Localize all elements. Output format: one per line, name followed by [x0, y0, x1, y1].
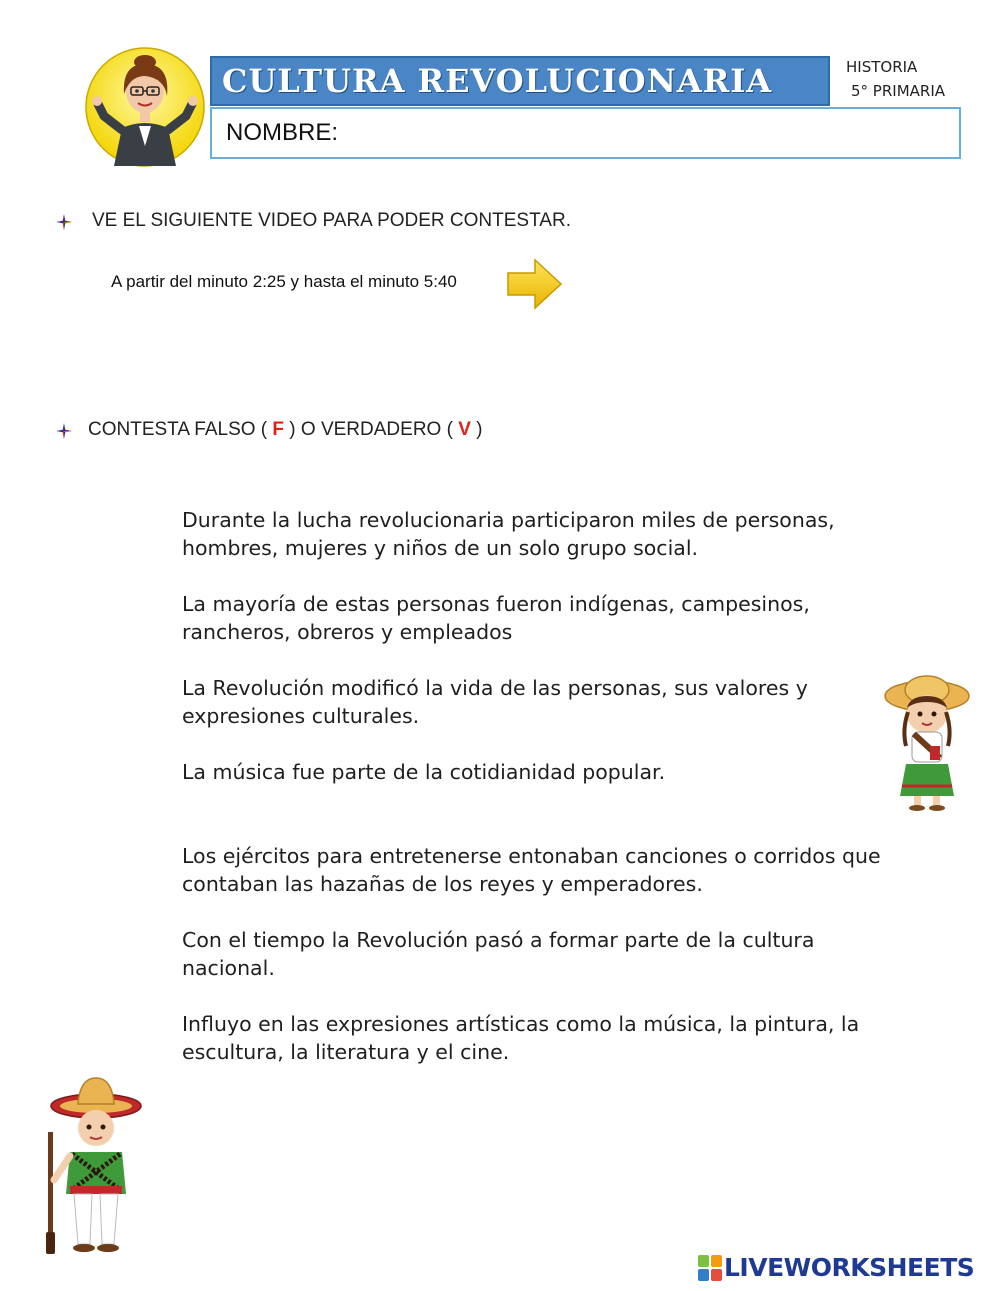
- liveworksheets-logo[interactable]: [698, 1253, 974, 1282]
- star-bullet-icon: [56, 423, 72, 439]
- statement-2: La mayoría de estas personas fueron indígenas, campesinos, rancheros, obreros y empleados: [182, 592, 810, 644]
- statement-7: Influyo en las expresiones artísticas como la música, la pintura, la escultura, la literatura y el cine.: [182, 1012, 860, 1064]
- teacher-avatar-icon: [84, 46, 206, 168]
- star-bullet-icon: [56, 214, 72, 230]
- revolutionary-girl-icon: [882, 668, 972, 813]
- statement-3: La Revolución modificó la vida de las personas, sus valores y expresiones culturales.: [182, 676, 808, 728]
- name-field[interactable]: [210, 107, 961, 159]
- false-letter: F: [272, 419, 285, 440]
- worksheet-title: CULTURA REVOLUCIONARIA: [222, 62, 773, 100]
- statement-1: Durante la lucha revolucionaria participaron miles de personas, hombres, mujeres y niños de un solo grupo social.: [182, 508, 835, 560]
- grade-label: 5° PRIMARIA: [851, 82, 946, 100]
- right-arrow-icon[interactable]: [505, 257, 563, 311]
- tf-suffix: ): [470, 419, 483, 440]
- logo-text: LIVEWORKSHEETS: [724, 1253, 975, 1282]
- name-label: NOMBRE:: [226, 119, 339, 146]
- video-instruction: VE EL SIGUIENTE VIDEO PARA PODER CONTESTAR.: [92, 210, 571, 231]
- subject-label: HISTORIA: [846, 58, 918, 76]
- statement-4: La música fue parte de la cotidianidad popular.: [182, 760, 666, 784]
- statement-5: Los ejércitos para entretenerse entonaban canciones o corridos que contaban las hazañas de los reyes y emperadores.: [182, 844, 881, 896]
- liveworksheets-logo-icon: [698, 1255, 722, 1281]
- tf-prefix: CONTESTA FALSO (: [88, 419, 273, 440]
- title-banner: [210, 56, 830, 106]
- video-time-range: A partir del minuto 2:25 y hasta el minuto 5:40: [111, 272, 457, 291]
- revolutionary-boy-icon: [44, 1072, 144, 1258]
- statement-6: Con el tiempo la Revolución pasó a formar parte de la cultura nacional.: [182, 928, 815, 980]
- tf-middle: ) O VERDADERO (: [284, 419, 459, 440]
- true-letter: V: [458, 419, 471, 440]
- true-false-instruction: [88, 419, 483, 441]
